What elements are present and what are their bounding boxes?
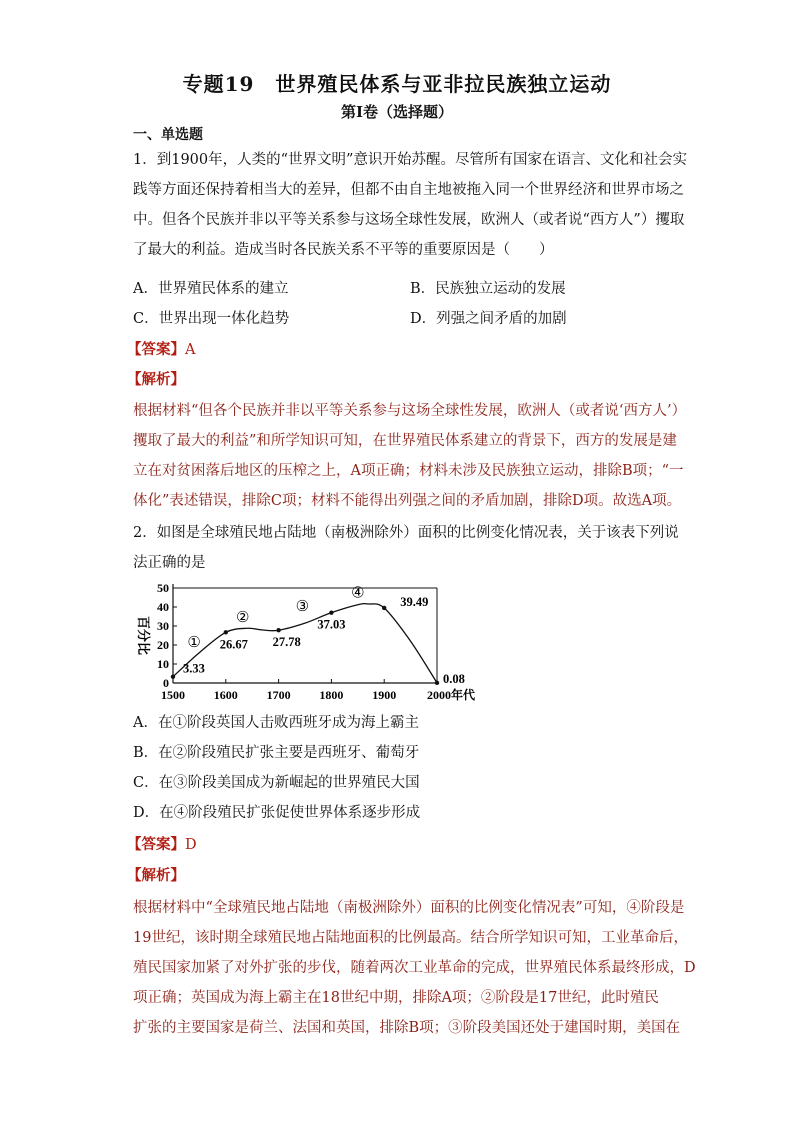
data-label: 26.67: [219, 637, 248, 652]
x-tick-label: 1600: [213, 688, 238, 702]
q2-analysis: [133, 893, 696, 1043]
data-label: 37.03: [317, 617, 346, 632]
y-tick-label: 0: [163, 676, 169, 690]
colony-area-chart: [125, 580, 495, 705]
y-axis-label-group: [136, 616, 151, 655]
data-point: [171, 674, 175, 678]
q2-stem: [133, 518, 679, 578]
y-tick-label: 50: [157, 581, 169, 595]
stage-label: ③: [295, 598, 310, 615]
q1-stem: [133, 145, 687, 265]
q1-analysis: [133, 396, 687, 516]
y-tick-label: 20: [157, 638, 169, 652]
q2-analysis-line: 19世纪，该时期全球殖民地占陆地面积的比例最高。结合所学知识可知，工业革命后，: [133, 930, 688, 946]
section-heading: 一、单选题: [133, 127, 203, 143]
q1-stem-line: 1．到1900年，人类的“世界文明”意识开始苏醒。尽管所有国家在语言、文化和社会实: [133, 152, 687, 168]
q1-analysis-line: 攫取了最大的利益”和所学知识可知，在世界殖民体系建立的背景下，西方的发展是建: [133, 433, 677, 449]
data-label: 27.78: [272, 635, 301, 650]
q2-analysis-label: 【解析】: [127, 867, 185, 884]
answer-label: 【答案】: [127, 341, 185, 358]
y-axis-label: 百分比: [136, 615, 151, 656]
q1-stem-line: 了最大的利益。造成当时各民族关系不平等的重要原因是（ ）: [133, 242, 554, 258]
stage-label: ②: [235, 610, 250, 627]
x-tick-label: 1800: [319, 688, 344, 702]
y-tick-label: 40: [157, 600, 169, 614]
y-tick-label: 30: [157, 619, 169, 633]
section-subtitle: 第Ⅰ卷（选择题）: [340, 103, 454, 121]
data-point: [329, 610, 333, 614]
data-point: [224, 630, 228, 634]
q1-answer: [127, 338, 195, 359]
answer-value: D: [185, 837, 197, 853]
q1-option-c: C．世界出现一体化趋势: [133, 311, 290, 327]
x-tick-label: 1500: [161, 688, 185, 702]
y-tick-label: 10: [157, 657, 169, 671]
data-label: 39.49: [400, 594, 429, 609]
q2-analysis-line: 根据材料中“全球殖民地占陆地（南极洲除外）面积的比例变化情况表”可知，④阶段是: [133, 900, 685, 916]
x-tick-label: 1700: [266, 688, 291, 702]
q1-stem-line: 中。但各个民族并非以平等关系参与这场全球性发展，欧洲人（或者说“西方人”）攫取: [133, 212, 685, 228]
q1-analysis-line: 立在对贫困落后地区的压榨之上，A项正确；材料未涉及民族独立运动，排除B项；“一: [133, 463, 684, 479]
q1-analysis-line: 根据材料“但各个民族并非以平等关系参与这场全球性发展，欧洲人（或者说‘西方人’）: [133, 403, 687, 419]
page-title: 专题19 世界殖民体系与亚非拉民族独立运动: [182, 72, 612, 96]
q2-stem-line: 2．如图是全球殖民地占陆地（南极洲除外）面积的比例变化情况表，关于该表下列说: [133, 525, 679, 541]
series-line: [173, 604, 437, 683]
data-label: 0.08: [443, 671, 465, 686]
x-tick-label: 1900: [372, 688, 397, 702]
q2-stem-line: 法正确的是: [133, 555, 206, 571]
chart-series: [171, 604, 439, 685]
data-label: 3.33: [183, 661, 205, 676]
answer-value: A: [185, 342, 196, 358]
q1-option-d: D．列强之间矛盾的加剧: [410, 311, 567, 327]
answer-label: 【答案】: [127, 836, 185, 853]
data-point: [435, 681, 439, 685]
stage-label: ①: [187, 634, 201, 651]
q2-analysis-line: 殖民国家加紧了对外扩张的步伐，随着两次工业革命的完成，世界殖民体系最终形成，D: [133, 960, 696, 976]
q1-analysis-line: 体化”表述错误，排除C项；材料不能得出列强之间的矛盾加剧，排除D项。故选A项。: [133, 493, 682, 509]
q2-option-d: D．在④阶段殖民扩张促使世界体系逐步形成: [133, 805, 421, 821]
q1-analysis-label: 【解析】: [127, 371, 185, 388]
data-point: [382, 606, 386, 610]
q1-stem-line: 践等方面还保持着相当大的差异，但都不由自主地被拖入同一个世界经济和世界市场之: [133, 182, 684, 198]
data-point: [276, 628, 280, 632]
q2-option-c: C．在③阶段美国成为新崛起的世界殖民大国: [133, 775, 420, 791]
q1-option-b: B．民族独立运动的发展: [410, 281, 566, 297]
q2-option-b: B．在②阶段殖民扩张主要是西班牙、葡萄牙: [133, 745, 420, 761]
q2-analysis-line: 扩张的主要国家是荷兰、法国和英国，排除B项；③阶段美国还处于建国时期，美国在: [133, 1020, 681, 1036]
q1-option-a: A．世界殖民体系的建立: [133, 281, 289, 297]
chart-labels: [183, 586, 465, 686]
q2-analysis-line: 项正确；英国成为海上霸主在18世纪中期，排除A项；②阶段是17世纪，此时殖民: [133, 990, 659, 1006]
q2-answer: [127, 833, 197, 854]
stage-label: ④: [351, 585, 365, 602]
q2-option-a: A．在①阶段英国人击败西班牙成为海上霸主: [133, 715, 419, 731]
x-tick-label: 2000年代: [426, 688, 476, 702]
